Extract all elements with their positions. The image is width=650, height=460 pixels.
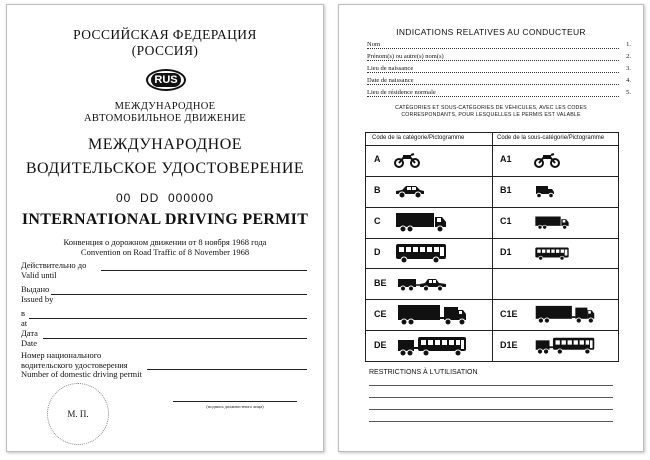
- label-at-en: at: [21, 317, 28, 328]
- title-ru-line-1: МЕЖДУНАРОДНОЕ: [87, 136, 243, 153]
- field-at: [21, 309, 307, 331]
- motorcycle-icon: [394, 152, 420, 173]
- label-issued-ru: Выдано: [21, 284, 50, 294]
- table-row-divider: [366, 238, 618, 239]
- at-line: [29, 318, 307, 319]
- driver-field-row: [367, 65, 631, 75]
- traffic-line-2: АВТОМОБИЛЬНОЕ ДВИЖЕНИЕ: [84, 113, 246, 124]
- label-national-ru-2: водительского удостоверения: [21, 359, 128, 370]
- table-column-divider: [492, 133, 493, 361]
- truck-trailer-icon: [534, 304, 596, 330]
- category-code: D: [374, 247, 381, 257]
- table-row-divider: [366, 207, 618, 208]
- label-at-ru: в: [21, 308, 26, 318]
- driver-field-number: 3.: [626, 65, 631, 72]
- driver-field-dots: [367, 48, 619, 49]
- field-issued-by: [21, 285, 307, 307]
- seal-label: М. П.: [67, 409, 89, 419]
- driver-field-label: Lieu de naissance: [367, 65, 414, 72]
- restrictions-title: RESTRICTIONS À L'UTILISATION: [369, 369, 478, 376]
- driver-field-row: [367, 41, 631, 51]
- driver-field-row: [367, 89, 631, 99]
- issued-by-line: [51, 294, 307, 295]
- categories-heading-1: CATÉGORIES ET SOUS-CATÉGORIES DE VÉHICULES, AVEC LES CODES: [395, 105, 587, 111]
- country-short-ru: (РОССИЯ): [131, 43, 199, 58]
- table-row-divider: [366, 330, 618, 331]
- restrictions-line: [369, 421, 613, 422]
- bus-trailer-icon: [396, 334, 468, 363]
- driver-field-row: [367, 53, 631, 63]
- subcategory-code: B1: [500, 185, 512, 196]
- table-header-divider: [366, 145, 618, 146]
- driver-field-number: 5.: [626, 89, 631, 96]
- driver-field-number: 1.: [626, 41, 631, 48]
- table-header-subcategory: Code de la sous-catégorie/Pictogramme: [497, 135, 605, 141]
- driver-details-title: INDICATIONS RELATIVES AU CONDUCTEUR: [396, 27, 586, 37]
- label-national-ru-1: Номер национального: [21, 350, 102, 360]
- country-name-ru: РОССИЙСКАЯ ФЕДЕРАЦИЯ: [73, 27, 257, 42]
- driver-field-label: Date de naissance: [367, 77, 414, 84]
- truck-icon: [394, 211, 448, 238]
- label-valid-en: Valid until: [21, 269, 57, 280]
- field-date: [21, 329, 307, 351]
- small-truck-icon: [534, 183, 556, 204]
- truck-icon: [534, 215, 570, 235]
- subcategory-code: A1: [500, 154, 512, 165]
- category-code: C: [374, 216, 381, 227]
- bus-icon: [394, 242, 448, 269]
- bus-trailer-icon: [534, 335, 596, 361]
- label-national-en: Number of domestic driving permit: [21, 369, 142, 379]
- seal-circle: [47, 383, 109, 445]
- restrictions-line: [369, 397, 613, 398]
- subcategory-code: C1E: [500, 308, 518, 319]
- restrictions-line: [369, 409, 613, 410]
- rus-badge: [146, 69, 186, 91]
- driver-field-label: Lieu de résidence normale: [367, 89, 436, 96]
- driver-field-dots: [367, 96, 619, 97]
- subcategory-code: D1: [500, 247, 512, 257]
- car-trailer-icon: [396, 275, 450, 298]
- driver-field-number: 2.: [626, 53, 631, 60]
- convention-en: Convention on Road Traffic of 8 November 1968: [80, 247, 250, 257]
- driver-field-number: 4.: [626, 77, 631, 84]
- date-line: [43, 338, 307, 339]
- driver-field-dots: [367, 84, 619, 85]
- label-valid-ru: Действительно до: [21, 260, 87, 270]
- permit-cover-page: [6, 4, 324, 452]
- table-row-divider: [366, 268, 618, 269]
- signature-caption: (подпись должностного лица): [206, 404, 264, 409]
- category-code: CE: [374, 308, 387, 319]
- national-permit-line: [147, 369, 307, 370]
- title-en: INTERNATIONAL DRIVING PERMIT: [21, 211, 309, 228]
- driver-field-row: [367, 77, 631, 87]
- label-date-ru: Дата: [21, 328, 38, 338]
- category-code: A: [374, 154, 381, 165]
- field-national-permit: [21, 351, 307, 383]
- field-valid-until: [21, 261, 307, 283]
- category-code: B: [374, 185, 381, 196]
- permit-number: 00 DD 000000: [115, 191, 215, 205]
- label-date-en: Date: [21, 337, 38, 348]
- categories-heading-2: CORRESPONDANTS, POUR LESQUELLES LE PERMIS EST VALABLE: [401, 112, 581, 118]
- subcategory-code: D1E: [500, 339, 518, 350]
- driver-field-label: Nom: [367, 41, 380, 48]
- subcategory-code: C1: [500, 216, 512, 227]
- rus-badge-label: RUS: [151, 73, 180, 87]
- driver-field-label: Prénom(s) ou autre(s) nom(s): [367, 53, 444, 60]
- signature-line: [173, 401, 297, 402]
- label-issued-en: Issued by: [21, 293, 54, 304]
- convention-ru: Конвенция о дорожном движении от 8 ноября 1968 года: [63, 237, 267, 247]
- valid-until-line: [101, 270, 307, 271]
- category-code: BE: [374, 277, 387, 288]
- table-row-divider: [366, 176, 618, 177]
- title-ru-line-2: ВОДИТЕЛЬСКОЕ УДОСТОВЕРЕНИЕ: [25, 160, 305, 177]
- driver-field-dots: [367, 60, 619, 61]
- traffic-line-1: МЕЖДУНАРОДНОЕ: [114, 101, 216, 112]
- truck-trailer-icon: [396, 303, 468, 332]
- driver-details-page: [338, 4, 644, 452]
- bus-icon: [534, 246, 570, 266]
- car-icon: [394, 183, 426, 204]
- driver-field-dots: [367, 72, 619, 73]
- category-code: DE: [374, 339, 387, 350]
- table-header-category: Code de la catégorie/Pictogramme: [372, 135, 465, 141]
- table-row-divider: [366, 299, 618, 300]
- categories-table: [365, 132, 619, 362]
- motorcycle-icon: [534, 152, 560, 173]
- restrictions-line: [369, 385, 613, 386]
